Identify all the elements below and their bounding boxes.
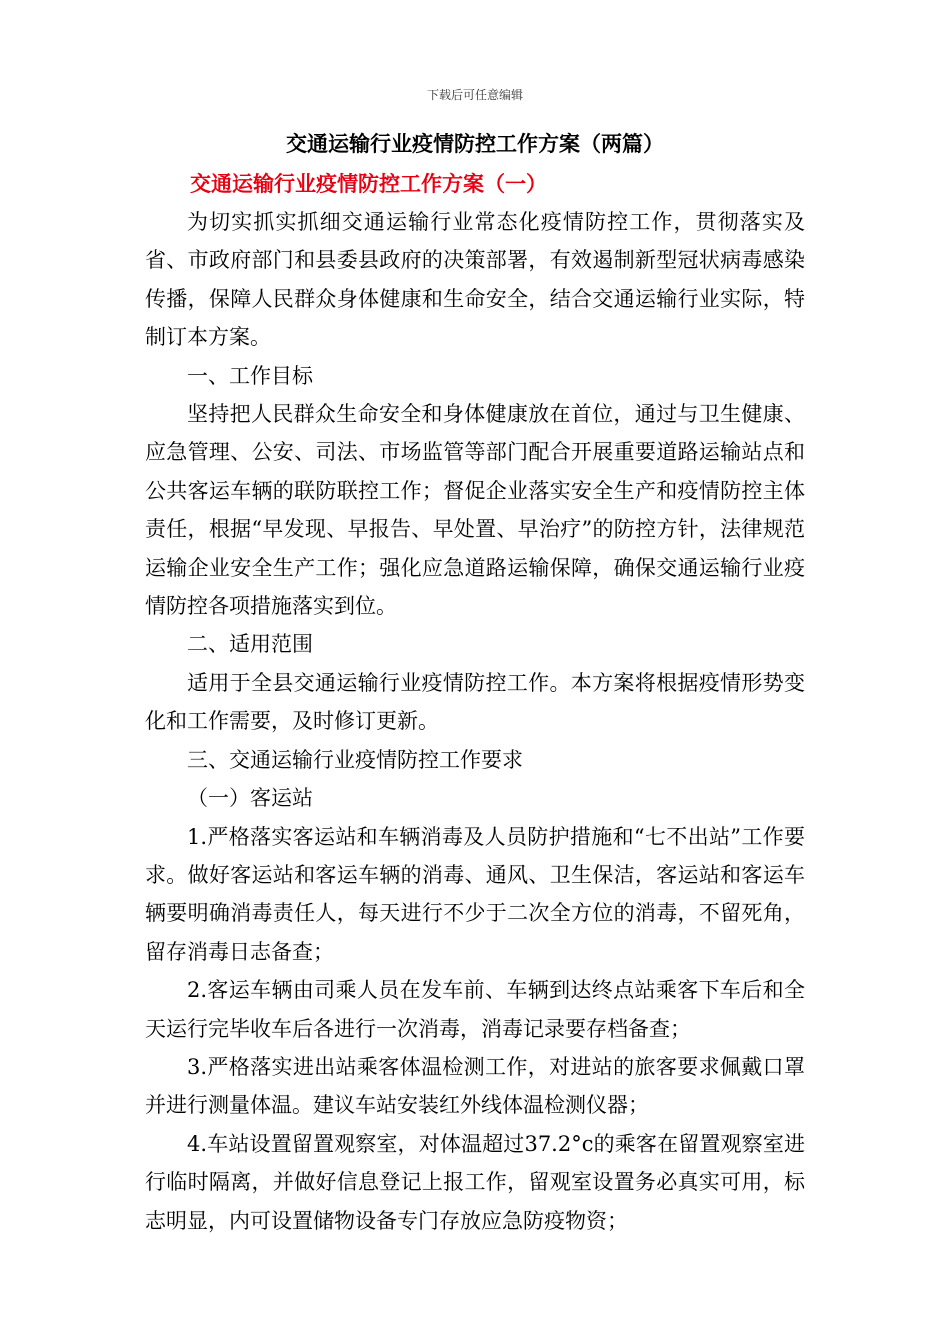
subsection-heading: （一）客运站 — [187, 786, 313, 811]
paragraph: 为切实抓实抓细交通运输行业常态化疫情防控工作，贯彻落实及省、市政府部门和县委县政府的决策部署，有效遏制新型冠状病毒感染传播，保障人民群众身体健康和生命安全，结合交通运输行业实际，特制订本方案。 — [145, 210, 805, 350]
paragraph: 坚持把人民群众生命安全和身体健康放在首位，通过与卫生健康、应急管理、公安、司法、市场监管等部门配合开展重要道路运输站点和公共客运车辆的联防联控工作；督促企业落实安全生产和疫情防控主体责任，根据“早发现、早报告、早处置、早治疗”的防控方针，法律规范运输企业安全生产工作；强化应急道路运输保障，确保交通运输行业疫情防控各项措施落实到位。 — [145, 402, 805, 619]
section-heading: 三、交通运输行业疫情防控工作要求 — [187, 747, 523, 772]
page-header-note: 下载后可任意编辑 — [426, 88, 523, 102]
section-heading: 一、工作目标 — [187, 363, 313, 388]
paragraph: 适用于全县交通运输行业疫情防控工作。本方案将根据疫情形势变化和工作需要，及时修订更新。 — [145, 670, 805, 734]
list-item: 2.客运车辆由司乘人员在发车前、车辆到达终点站乘客下车后和全天运行完毕收车后各进行一次消毒，消毒记录要存档备查； — [145, 978, 805, 1041]
list-item: 1.严格落实客运站和车辆消毒及人员防护措施和“七不出站”工作要求。做好客运站和客运车辆的消毒、通风、卫生保洁，客运站和客运车辆要明确消毒责任人，每天进行不少于二次全方位的消毒，不留死角，留存消毒日志备查； — [145, 824, 805, 964]
section-heading: 二、适用范围 — [187, 632, 313, 657]
list-item: 4.车站设置留置观察室，对体温超过37.2°c的乘客在留置观察室进行临时隔离，并做好信息登记上报工作，留观室设置务必真实可用，标志明显，内可设置储物设备专门存放应急防疫物资； — [145, 1131, 805, 1233]
document-body — [145, 203, 805, 1240]
document-title: 交通运输行业疫情防控工作方案（两篇） — [286, 132, 664, 156]
document-subtitle: 交通运输行业疫情防控工作方案（一） — [190, 172, 547, 196]
list-item: 3.严格落实进出站乘客体温检测工作，对进站的旅客要求佩戴口罩并进行测量体温。建议车站安装红外线体温检测仪器； — [145, 1054, 805, 1118]
